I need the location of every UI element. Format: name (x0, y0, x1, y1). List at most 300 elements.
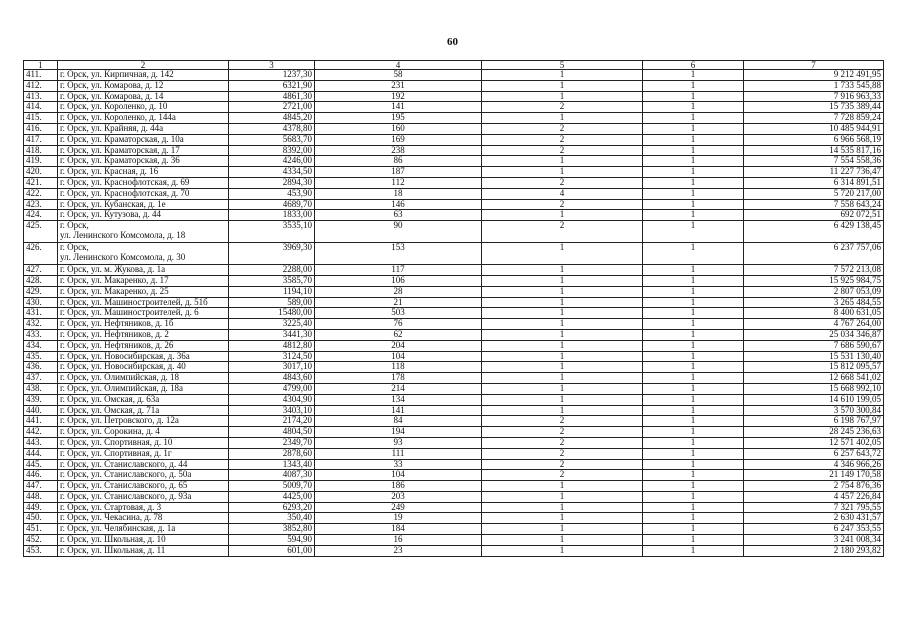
cell-area: 6321,90 (229, 80, 315, 91)
cell-count-b: 1 (643, 405, 744, 416)
cell-count-b: 1 (643, 535, 744, 546)
cell-address: г. Орск, ул. Крайняя, д. 44а (58, 123, 229, 134)
cell-count-b: 1 (643, 156, 744, 167)
header-row (24, 61, 884, 70)
table-row (24, 145, 884, 156)
cell-area: 4689,70 (229, 199, 315, 210)
cell-area: 3585,70 (229, 275, 315, 286)
cell-address: г. Орск, ул. Макаренко, д. 25 (58, 286, 229, 297)
cell-residents: 238 (315, 145, 482, 156)
cell-address: г. Орск, ул. Чекасина, д. 78 (58, 513, 229, 524)
cell-residents: 203 (315, 491, 482, 502)
cell-count-b: 1 (643, 308, 744, 319)
cell-address: г. Орск, ул. Сорокина, д. 4 (58, 427, 229, 438)
cell-address: г. Орск, ул. м. Жукова, д. 1а (58, 265, 229, 276)
cell-residents: 169 (315, 134, 482, 145)
cell-address: г. Орск, ул. Машиностроителей, д. 51б (58, 297, 229, 308)
cell-count-b: 1 (643, 167, 744, 178)
table-row (24, 199, 884, 210)
table-row (24, 70, 884, 81)
cell-residents: 178 (315, 373, 482, 384)
column-header-5: 5 (482, 61, 643, 70)
cell-residents: 86 (315, 156, 482, 167)
cell-residents: 195 (315, 113, 482, 124)
cell-residents: 104 (315, 351, 482, 362)
cell-address: г. Орск, ул. Олимпийская, д. 18а (58, 383, 229, 394)
cell-cost: 3 241 008,34 (744, 535, 884, 546)
cell-address: г. Орск, ул. Кирпичная, д. 142 (58, 70, 229, 81)
cell-row-number: 440. (24, 405, 58, 416)
cell-area: 5009,70 (229, 481, 315, 492)
cell-count-a: 1 (482, 340, 643, 351)
cell-address: г. Орск, ул. Краматорская, д. 17 (58, 145, 229, 156)
cell-row-number: 432. (24, 319, 58, 330)
cell-row-number: 441. (24, 416, 58, 427)
cell-row-number: 422. (24, 188, 58, 199)
cell-row-number: 435. (24, 351, 58, 362)
cell-address: г. Орск, ул. Омская, д. 71а (58, 405, 229, 416)
cell-cost: 7 321 795,55 (744, 502, 884, 513)
cell-count-a: 2 (482, 102, 643, 113)
cell-area: 3225,40 (229, 319, 315, 330)
cell-cost: 2 180 293,82 (744, 545, 884, 556)
cell-address: г. Орск, ул. Комарова, д. 12 (58, 80, 229, 91)
cell-count-a: 1 (482, 351, 643, 362)
cell-cost: 6 314 891,51 (744, 177, 884, 188)
cell-count-b: 1 (643, 145, 744, 156)
table-body (24, 70, 884, 557)
cell-count-a: 2 (482, 123, 643, 134)
table-header (24, 61, 884, 70)
cell-count-a: 1 (482, 286, 643, 297)
cell-area: 589,00 (229, 297, 315, 308)
cell-count-b: 1 (643, 362, 744, 373)
cell-count-b: 1 (643, 416, 744, 427)
cell-count-b: 1 (643, 502, 744, 513)
column-header-4: 4 (315, 61, 482, 70)
cell-count-b: 1 (643, 351, 744, 362)
cell-count-a: 1 (482, 524, 643, 535)
cell-area: 3535,10 (229, 221, 315, 243)
cell-count-b: 1 (643, 459, 744, 470)
cell-area: 2878,60 (229, 448, 315, 459)
cell-count-b: 1 (643, 329, 744, 340)
cell-count-b: 1 (643, 319, 744, 330)
cell-cost: 15 925 984,75 (744, 275, 884, 286)
cell-count-b: 1 (643, 134, 744, 145)
cell-cost: 6 429 138,45 (744, 221, 884, 243)
cell-residents: 106 (315, 275, 482, 286)
table-row (24, 210, 884, 221)
cell-residents: 104 (315, 470, 482, 481)
cell-cost: 8 400 631,05 (744, 308, 884, 319)
cell-residents: 153 (315, 243, 482, 265)
cell-cost: 7 916 963,33 (744, 91, 884, 102)
cell-area: 4861,30 (229, 91, 315, 102)
cell-row-number: 414. (24, 102, 58, 113)
cell-cost: 692 072,51 (744, 210, 884, 221)
cell-count-b: 1 (643, 188, 744, 199)
cell-address: г. Орск, ул. Кубанская, д. 1е (58, 199, 229, 210)
cell-address: г. Орск, ул. Нефтяников, д. 26 (58, 340, 229, 351)
cell-count-b: 1 (643, 524, 744, 535)
cell-count-a: 2 (482, 416, 643, 427)
cell-count-b: 1 (643, 513, 744, 524)
cell-cost: 2 807 053,09 (744, 286, 884, 297)
cell-residents: 141 (315, 405, 482, 416)
cell-cost: 15 668 992,10 (744, 383, 884, 394)
cell-count-b: 1 (643, 297, 744, 308)
cell-row-number: 424. (24, 210, 58, 221)
cell-area: 4812,80 (229, 340, 315, 351)
cell-residents: 186 (315, 481, 482, 492)
table-row (24, 243, 884, 265)
cell-area: 3403,10 (229, 405, 315, 416)
cell-address: г. Орск, ул. Новосибирская, д. 40 (58, 362, 229, 373)
cell-residents: 18 (315, 188, 482, 199)
cell-row-number: 431. (24, 308, 58, 319)
table-row (24, 373, 884, 384)
cell-count-b: 1 (643, 80, 744, 91)
cell-address: г. Орск, ул. Омская, д. 63а (58, 394, 229, 405)
cell-area: 601,00 (229, 545, 315, 556)
cell-cost: 10 485 944,91 (744, 123, 884, 134)
cell-count-a: 1 (482, 167, 643, 178)
cell-area: 4845,20 (229, 113, 315, 124)
cell-cost: 4 767 264,00 (744, 319, 884, 330)
table-row (24, 535, 884, 546)
table-row (24, 340, 884, 351)
cell-cost: 6 966 568,19 (744, 134, 884, 145)
cell-address: г. Орск, ул. Петровского, д. 12а (58, 416, 229, 427)
cell-count-a: 2 (482, 221, 643, 243)
cell-cost: 2 754 876,36 (744, 481, 884, 492)
cell-count-a: 4 (482, 188, 643, 199)
cell-cost: 12 571 402,05 (744, 437, 884, 448)
table-row (24, 308, 884, 319)
cell-address: г. Орск, ул. Красная, д. 16 (58, 167, 229, 178)
cell-row-number: 444. (24, 448, 58, 459)
cell-area: 2349,70 (229, 437, 315, 448)
cell-count-a: 2 (482, 177, 643, 188)
cell-area: 4087,30 (229, 470, 315, 481)
cell-count-a: 1 (482, 383, 643, 394)
cell-cost: 12 668 541,02 (744, 373, 884, 384)
cell-count-a: 1 (482, 394, 643, 405)
table-row (24, 491, 884, 502)
cell-count-a: 1 (482, 545, 643, 556)
table-row (24, 459, 884, 470)
cell-cost: 7 572 213,08 (744, 265, 884, 276)
cell-cost: 3 570 300,84 (744, 405, 884, 416)
table-row (24, 427, 884, 438)
cell-residents: 111 (315, 448, 482, 459)
cell-area: 2894,30 (229, 177, 315, 188)
cell-count-a: 1 (482, 91, 643, 102)
cell-residents: 28 (315, 286, 482, 297)
cell-residents: 503 (315, 308, 482, 319)
cell-count-a: 1 (482, 373, 643, 384)
cell-residents: 249 (315, 502, 482, 513)
cell-count-a: 1 (482, 308, 643, 319)
cell-count-a: 2 (482, 459, 643, 470)
cell-cost: 7 554 558,36 (744, 156, 884, 167)
cell-count-a: 1 (482, 113, 643, 124)
table-row (24, 286, 884, 297)
table-row (24, 513, 884, 524)
cell-residents: 112 (315, 177, 482, 188)
cell-area: 4804,50 (229, 427, 315, 438)
table-row (24, 102, 884, 113)
cell-residents: 187 (315, 167, 482, 178)
cell-area: 2288,00 (229, 265, 315, 276)
cell-address: г. Орск, ул. Станиславского, д. 44 (58, 459, 229, 470)
cell-count-a: 1 (482, 319, 643, 330)
cell-residents: 23 (315, 545, 482, 556)
cell-row-number: 430. (24, 297, 58, 308)
cell-cost: 4 346 966,26 (744, 459, 884, 470)
cell-row-number: 415. (24, 113, 58, 124)
cell-row-number: 426. (24, 243, 58, 265)
cell-count-b: 1 (643, 199, 744, 210)
table-row (24, 275, 884, 286)
cell-count-a: 1 (482, 297, 643, 308)
cell-address: г. Орск, ул. Ленинского Комсомола, д. 30 (58, 243, 229, 265)
cell-area: 5683,70 (229, 134, 315, 145)
cell-count-a: 1 (482, 513, 643, 524)
cell-address: г. Орск, ул. Олимпийская, д. 18 (58, 373, 229, 384)
cell-row-number: 427. (24, 265, 58, 276)
cell-row-number: 452. (24, 535, 58, 546)
cell-address: г. Орск, ул. Краснофлотская, д. 69 (58, 177, 229, 188)
cell-count-a: 2 (482, 134, 643, 145)
cell-row-number: 418. (24, 145, 58, 156)
cell-row-number: 423. (24, 199, 58, 210)
cell-count-a: 1 (482, 156, 643, 167)
cell-cost: 21 149 170,58 (744, 470, 884, 481)
cell-area: 2174,20 (229, 416, 315, 427)
cell-area: 1194,10 (229, 286, 315, 297)
cell-count-b: 1 (643, 102, 744, 113)
cell-address: г. Орск, ул. Школьная, д. 11 (58, 545, 229, 556)
cell-count-b: 1 (643, 221, 744, 243)
cell-count-b: 1 (643, 491, 744, 502)
cell-address: г. Орск, ул. Комарова, д. 14 (58, 91, 229, 102)
cell-residents: 146 (315, 199, 482, 210)
table-row (24, 448, 884, 459)
cell-count-a: 1 (482, 405, 643, 416)
cell-residents: 141 (315, 102, 482, 113)
cell-count-a: 2 (482, 448, 643, 459)
cell-address: г. Орск, ул. Ленинского Комсомола, д. 18 (58, 221, 229, 243)
column-header-6: 6 (643, 61, 744, 70)
cell-count-b: 1 (643, 481, 744, 492)
column-header-2: 2 (58, 61, 229, 70)
cell-residents: 194 (315, 427, 482, 438)
cell-address: г. Орск, ул. Краматорская, д. 36 (58, 156, 229, 167)
table-row (24, 437, 884, 448)
column-header-1: 1 (24, 61, 58, 70)
cell-row-number: 438. (24, 383, 58, 394)
cell-residents: 134 (315, 394, 482, 405)
cell-area: 4378,80 (229, 123, 315, 134)
cell-count-a: 1 (482, 491, 643, 502)
cell-residents: 118 (315, 362, 482, 373)
table-row (24, 362, 884, 373)
cell-area: 4843,60 (229, 373, 315, 384)
cell-row-number: 429. (24, 286, 58, 297)
table-row (24, 297, 884, 308)
cell-address: г. Орск, ул. Стартовая, д. 3 (58, 502, 229, 513)
table-row (24, 123, 884, 134)
table-row (24, 134, 884, 145)
cell-count-b: 1 (643, 91, 744, 102)
cell-cost: 25 034 346,87 (744, 329, 884, 340)
cell-count-b: 1 (643, 373, 744, 384)
cell-row-number: 453. (24, 545, 58, 556)
cell-area: 4799,00 (229, 383, 315, 394)
table-row (24, 167, 884, 178)
cell-address: г. Орск, ул. Станиславского, д. 93а (58, 491, 229, 502)
cell-count-a: 1 (482, 329, 643, 340)
cell-count-a: 2 (482, 145, 643, 156)
cell-count-b: 1 (643, 448, 744, 459)
cell-row-number: 433. (24, 329, 58, 340)
cell-row-number: 436. (24, 362, 58, 373)
cell-row-number: 445. (24, 459, 58, 470)
cell-area: 3969,30 (229, 243, 315, 265)
cell-cost: 3 265 484,55 (744, 297, 884, 308)
cell-cost: 14 535 817,16 (744, 145, 884, 156)
cell-count-a: 1 (482, 535, 643, 546)
building-register-table (23, 60, 884, 557)
cell-count-a: 1 (482, 362, 643, 373)
table-row (24, 416, 884, 427)
cell-count-a: 2 (482, 199, 643, 210)
cell-address: г. Орск, ул. Спортивная, д. 10 (58, 437, 229, 448)
cell-area: 1833,00 (229, 210, 315, 221)
cell-count-b: 1 (643, 177, 744, 188)
cell-residents: 90 (315, 221, 482, 243)
cell-cost: 2 630 431,57 (744, 513, 884, 524)
cell-residents: 84 (315, 416, 482, 427)
cell-residents: 62 (315, 329, 482, 340)
cell-residents: 160 (315, 123, 482, 134)
cell-cost: 15 735 389,44 (744, 102, 884, 113)
cell-count-b: 1 (643, 437, 744, 448)
cell-row-number: 412. (24, 80, 58, 91)
cell-cost: 6 237 757,06 (744, 243, 884, 265)
cell-row-number: 448. (24, 491, 58, 502)
cell-row-number: 421. (24, 177, 58, 188)
table-row (24, 319, 884, 330)
cell-residents: 117 (315, 265, 482, 276)
cell-residents: 16 (315, 535, 482, 546)
cell-residents: 184 (315, 524, 482, 535)
cell-cost: 7 686 590,67 (744, 340, 884, 351)
cell-count-b: 1 (643, 275, 744, 286)
cell-area: 594,90 (229, 535, 315, 546)
cell-address: г. Орск, ул. Станиславского, д. 65 (58, 481, 229, 492)
cell-count-a: 2 (482, 470, 643, 481)
cell-residents: 58 (315, 70, 482, 81)
table-row (24, 502, 884, 513)
table-row (24, 405, 884, 416)
cell-area: 2721,00 (229, 102, 315, 113)
table-row (24, 188, 884, 199)
cell-area: 1343,40 (229, 459, 315, 470)
cell-cost: 14 610 199,05 (744, 394, 884, 405)
cell-cost: 7 558 643,24 (744, 199, 884, 210)
cell-area: 350,40 (229, 513, 315, 524)
cell-area: 3017,10 (229, 362, 315, 373)
cell-cost: 7 728 859,24 (744, 113, 884, 124)
cell-address: г. Орск, ул. Новосибирская, д. 36а (58, 351, 229, 362)
cell-row-number: 451. (24, 524, 58, 535)
cell-row-number: 425. (24, 221, 58, 243)
cell-row-number: 446. (24, 470, 58, 481)
cell-area: 8392,00 (229, 145, 315, 156)
cell-count-b: 1 (643, 470, 744, 481)
table-row (24, 221, 884, 243)
cell-cost: 15 531 130,40 (744, 351, 884, 362)
cell-count-b: 1 (643, 545, 744, 556)
cell-cost: 15 812 095,57 (744, 362, 884, 373)
cell-area: 4334,50 (229, 167, 315, 178)
cell-row-number: 428. (24, 275, 58, 286)
cell-address: г. Орск, ул. Краматорская, д. 10а (58, 134, 229, 145)
table-row (24, 113, 884, 124)
cell-cost: 6 257 643,72 (744, 448, 884, 459)
cell-area: 453,90 (229, 188, 315, 199)
table-row (24, 91, 884, 102)
table-row (24, 383, 884, 394)
table-row (24, 156, 884, 167)
cell-count-b: 1 (643, 210, 744, 221)
cell-area: 15480,00 (229, 308, 315, 319)
cell-area: 3852,80 (229, 524, 315, 535)
cell-cost: 1 733 545,88 (744, 80, 884, 91)
table-row (24, 545, 884, 556)
cell-count-b: 1 (643, 383, 744, 394)
cell-area: 4304,90 (229, 394, 315, 405)
cell-count-a: 2 (482, 427, 643, 438)
cell-row-number: 450. (24, 513, 58, 524)
cell-area: 1237,30 (229, 70, 315, 81)
cell-cost: 11 227 736,47 (744, 167, 884, 178)
cell-row-number: 442. (24, 427, 58, 438)
cell-row-number: 437. (24, 373, 58, 384)
table-row (24, 351, 884, 362)
table-row (24, 177, 884, 188)
cell-count-b: 1 (643, 286, 744, 297)
column-header-7: 7 (744, 61, 884, 70)
cell-count-a: 1 (482, 243, 643, 265)
cell-count-b: 1 (643, 243, 744, 265)
cell-row-number: 447. (24, 481, 58, 492)
cell-residents: 76 (315, 319, 482, 330)
cell-address: г. Орск, ул. Короленко, д. 10 (58, 102, 229, 113)
cell-row-number: 416. (24, 123, 58, 134)
cell-residents: 214 (315, 383, 482, 394)
cell-address: г. Орск, ул. Челябинская, д. 1а (58, 524, 229, 535)
cell-address: г. Орск, ул. Школьная, д. 10 (58, 535, 229, 546)
cell-area: 3124,50 (229, 351, 315, 362)
cell-residents: 19 (315, 513, 482, 524)
cell-row-number: 443. (24, 437, 58, 448)
cell-address: г. Орск, ул. Станиславского, д. 50а (58, 470, 229, 481)
cell-residents: 192 (315, 91, 482, 102)
